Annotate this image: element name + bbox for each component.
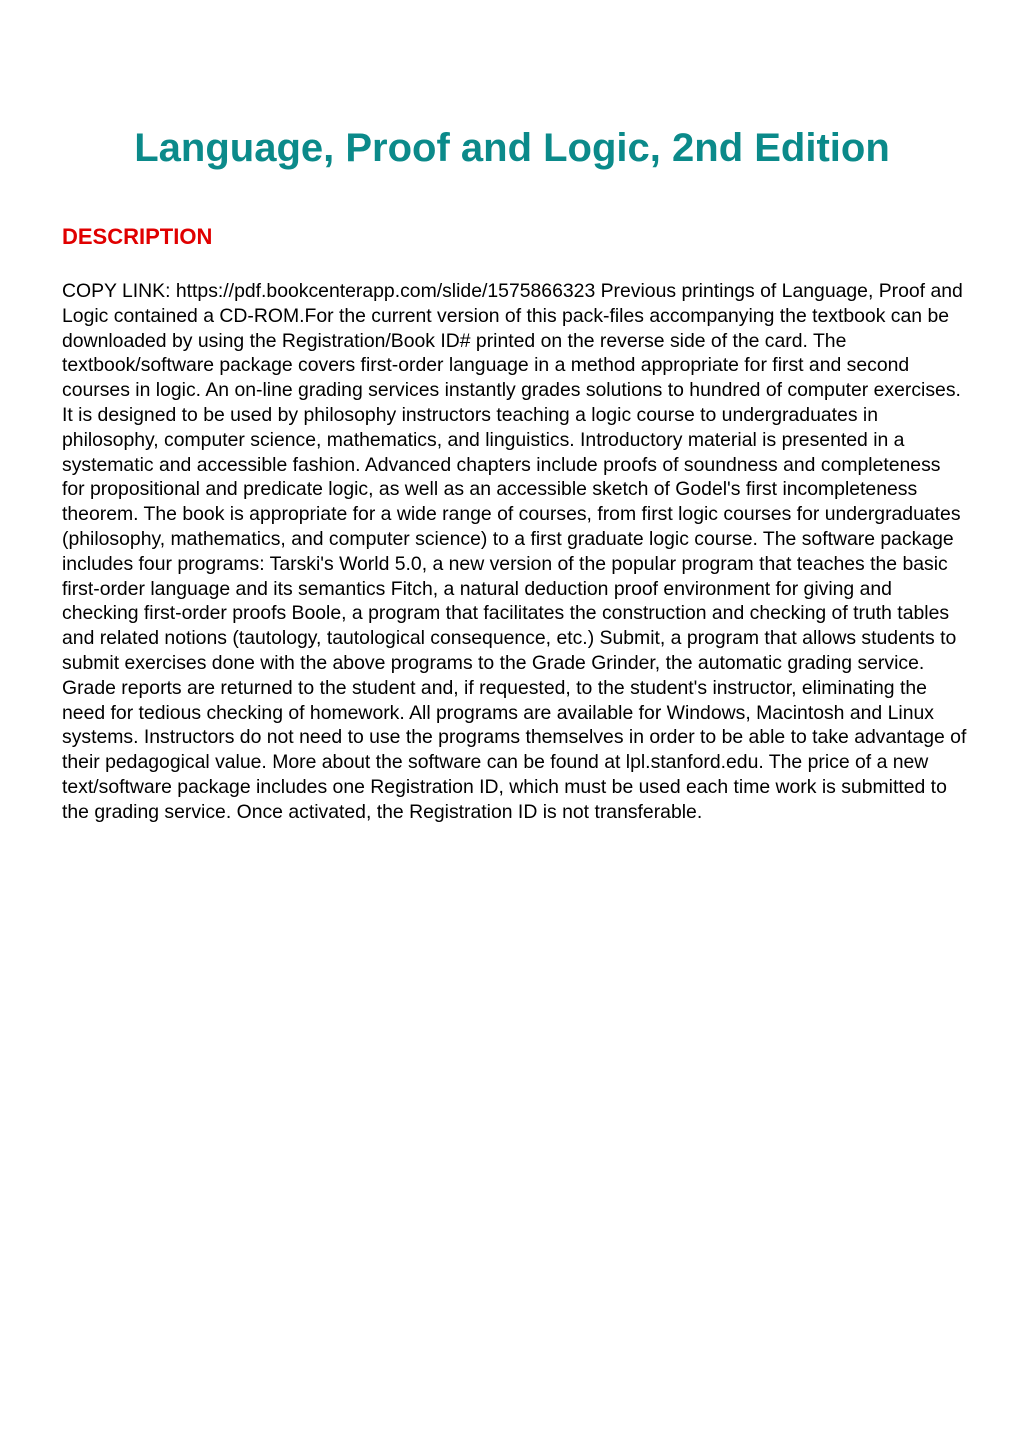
description-heading: DESCRIPTION [62,224,213,249]
description-body: COPY LINK: https://pdf.bookcenterapp.com/slide/1575866323 Previous printings of Language, Proof and Logic contained a CD-ROM.For the current version of this pack-files accompanying the textbook can be downloaded by using the Registration/Book ID# printed on the reverse side of the card. The textbook/software package covers first-order language in a method appropriate for first and second courses in logic. An on-line grading services instantly grades solutions to hundred of computer exercises. It is designed to be used by philosophy instructors teaching a logic course to undergraduates in philosophy, computer science, mathematics, and linguistics. Introductory material is presented in a systematic and accessible fashion. Advanced chapters include proofs of soundness and completeness for propositional and predicate logic, as well as an accessible sketch of Godel's first incompleteness theorem. The book is appropriate for a wide range of courses, from first logic courses for undergraduates (philosophy, mathematics, and computer science) to a first graduate logic course. The software package includes four programs: Tarski's World 5.0, a new version of the popular program that teaches the basic first-order language and its semantics Fitch, a natural deduction proof environment for giving and checking first-order proofs Boole, a program that facilitates the construction and checking of truth tables and related notions (tautology, tautological consequence, etc.) Submit, a program that allows students to submit exercises done with the above programs to the Grade Grinder, the automatic grading service. Grade reports are returned to the student and, if requested, to the student's instructor, eliminating the need for tedious checking of homework. All programs are available for Windows, Macintosh and Linux systems. Instructors do not need to use the programs themselves in order to be able to take advantage of their pedagogical value. More about the software can be found at lpl.stanford.edu. The price of a new text/software package includes one Registration ID, which must be used each time work is submitted to the grading service. Once activated, the Registration ID is not transferable. [62,280,967,823]
document-title: Language, Proof and Logic, 2nd Edition [134,126,890,170]
